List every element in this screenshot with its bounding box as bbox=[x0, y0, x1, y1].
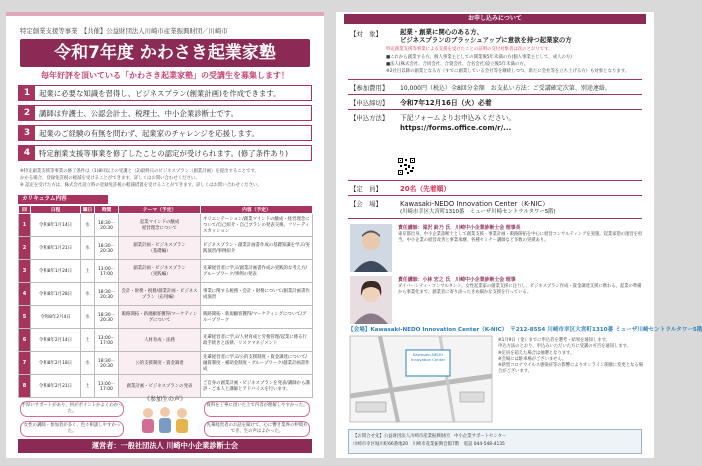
session-number: 3 bbox=[19, 260, 31, 283]
column-header: 日程 bbox=[31, 206, 81, 214]
session-date: 令和8年2月18日 bbox=[31, 352, 81, 375]
target-detail-1: ■これから創業する方、個人事業主としての開業後5年未満の方(個人事業主として、成人の方) bbox=[386, 55, 572, 60]
session-content: ご自身の創業計画・ビジネスプランを発表/講師から講評・ご本人と講師とアドバイスを行います。 bbox=[201, 375, 313, 398]
session-time: 13:00－17:00 bbox=[95, 260, 119, 283]
session-number: 6 bbox=[19, 329, 31, 352]
session-date: 令和8年2月21日 bbox=[31, 375, 81, 398]
table-row bbox=[19, 306, 313, 329]
column-header: 回 bbox=[19, 206, 31, 214]
access-note: ※会場には駐車場がございません。 bbox=[498, 356, 567, 362]
session-content: 先輩経営者に学ぶ/人材育成と労務管理/起業に係る行政手続きと法律、リスクマネジメント bbox=[201, 329, 313, 352]
session-weekday: 水 bbox=[81, 306, 95, 329]
session-time: 18:30－20:30 bbox=[95, 352, 119, 375]
venue-label: 【会 場】 bbox=[350, 200, 382, 208]
session-time: 18:30－20:30 bbox=[95, 214, 119, 237]
goal-text: 特定創業支援等事業を修了したことの認定が受けられます。(修了条件あり) bbox=[39, 149, 289, 158]
table-header-row bbox=[19, 206, 313, 214]
access-note: 申込方法のとおり、申込みいただいた方に受講の可否を通知します。 bbox=[498, 344, 631, 350]
page-subtitle: 毎年好評を頂いている「かわさき起業家塾」の受講生を募集します！ bbox=[41, 71, 289, 80]
table-row bbox=[19, 237, 313, 260]
goal-text: 起業に必要な知識を習得し、ビジネスプラン(創業計画)を作成できます。 bbox=[39, 89, 281, 98]
session-theme: 創業計画・ビジネスプラン （基礎編） bbox=[119, 237, 201, 260]
session-theme: 創業計画・ビジネスプラン （実践編） bbox=[119, 260, 201, 283]
organizer-label: 特定創業支援等事業 【共催】公益財団法人川崎市産業振興財団／川崎市 bbox=[20, 27, 228, 35]
table-row bbox=[19, 352, 313, 375]
column-header: 内容（予定） bbox=[201, 206, 313, 214]
session-theme: 人材育成・法務 bbox=[119, 329, 201, 352]
goal-number: 1 bbox=[19, 86, 35, 100]
target-title: 起業・創業に関心のある方、 ビジネスプランのブラッシュアップに意欲を持つ起業家の方 bbox=[400, 28, 572, 44]
session-content: 先輩経営者に学ぶ/公的支援制度・資金調達について/融資制度・補助金制度・グループワーク/創業計画書作成 bbox=[201, 352, 313, 375]
deadline-value: 令和7年12月16日（火）必着 bbox=[400, 99, 492, 107]
note-line-3: ※ 認定を受けた方は、株式会社設立時の登録免許税の軽減措置を受けることができます。詳しくはお問い合わせください。 bbox=[20, 183, 262, 188]
session-content: オリエンテーション/創業マインドの醸成・経営理念について/自己紹介・自己ブランの発表交換、フリーディスカッション bbox=[201, 214, 313, 237]
session-time: 13:00－17:00 bbox=[95, 329, 119, 352]
table-row bbox=[19, 214, 313, 237]
session-number: 1 bbox=[19, 214, 31, 237]
contact-box bbox=[348, 429, 642, 454]
session-number: 7 bbox=[19, 352, 31, 375]
lecturer-title-1: 責任講師：滝沢 鈴乃 氏 川崎中小企業診断士会 理事長 bbox=[398, 225, 521, 231]
page-title: 令和7年度 かわさき起業家塾 bbox=[20, 39, 310, 67]
column-header: 曜日 bbox=[81, 206, 95, 214]
voices-heading: 《参加生の声》 bbox=[143, 396, 186, 403]
session-time: 18:30－20:30 bbox=[95, 237, 119, 260]
target-detail-2: ■法人(株式会社、合同会社、合資会社、合名会社)設立後5年未満の方。 bbox=[386, 62, 529, 67]
session-content: ビジネスプラン・創業計画書作成の基礎知識を学ぶ/実践演習/事例紹介 bbox=[201, 237, 313, 260]
lecturer-bio-2: ダイバーシティ・コンサルタント。女性起業家の創業支援に注力し、ビジネスプラン作成・資金調達支援に携わる。起業の準備から事業化まで、創業者に寄り添ったきめ細かな支援を行っている。 bbox=[398, 284, 642, 296]
operator-footer: 運営者：一般社団法人 川崎中小企業診断士会 bbox=[18, 439, 312, 453]
table-row bbox=[19, 329, 313, 352]
session-date: 令和8年1月21日 bbox=[31, 237, 81, 260]
application-heading: お申し込みについて bbox=[344, 14, 646, 24]
goal-item-1 bbox=[18, 85, 312, 101]
session-weekday: 土 bbox=[81, 260, 95, 283]
flyer-back-page bbox=[336, 12, 702, 458]
deadline-label: 【申込締切】 bbox=[350, 99, 389, 107]
session-weekday: 土 bbox=[81, 375, 95, 398]
goal-item-2 bbox=[18, 105, 312, 121]
access-map bbox=[350, 336, 492, 422]
target-label: 【対 象】 bbox=[350, 30, 382, 38]
access-note: ※1月9日（金）までに申込者を選考・結果を通知します。 bbox=[498, 338, 610, 343]
voice-bubble-1: 手厚いサポートがあり、何がポイントかよくわかった。 bbox=[20, 401, 124, 417]
session-date: 令和8年2月4日 bbox=[31, 306, 81, 329]
goal-number: 3 bbox=[19, 126, 35, 140]
session-time: 18:30－20:30 bbox=[95, 306, 119, 329]
venue-heading: 【会場】Kawasaki-NEDO Innovation Center（K-NIC） 〒212-8554 川崎市幸区大宮町1310番 ミューザ川崎セントラルタワー5階 bbox=[348, 327, 702, 333]
session-weekday: 水 bbox=[81, 352, 95, 375]
session-date: 令和8年1月24日 bbox=[31, 260, 81, 283]
session-theme: 創業計画・ビジネスプランの発表 bbox=[119, 375, 201, 398]
goal-number: 4 bbox=[19, 146, 35, 160]
lecturer-bio-1: 東京都出身。中小企業診断士として創業支援・事業計画・販路開拓を中心に経営コンサルティングを実施。起業家塾の運営を担当。中小企業の経営改善と事業承継、各種セミナー講師など多数の実績あり。 bbox=[398, 232, 643, 244]
session-theme: 起業マインドの醸成 経営理念について bbox=[119, 214, 201, 237]
session-time: 13:00－17:00 bbox=[95, 375, 119, 398]
contact-line-2: 川崎市幸区堀川町66番地20 川崎市産業振興会館7階 電話 044-548-4135 bbox=[353, 442, 505, 447]
session-date: 令和8年1月28日 bbox=[31, 283, 81, 306]
column-header: テーマ（予定） bbox=[119, 206, 201, 214]
table-row bbox=[19, 283, 313, 306]
capacity-label: 【定 員】 bbox=[350, 185, 382, 193]
qr-code[interactable] bbox=[398, 158, 415, 175]
voice-bubble-2: 女性の講師・参加者が多く、色々相談しやすかった。 bbox=[20, 421, 124, 437]
fee-label: 【参加費用】 bbox=[350, 84, 389, 92]
session-content: 先輩経営者に学ぶ/創業計画書作成の実践的な考え方/グループワーク/事例の発表 bbox=[201, 260, 313, 283]
note-line-2: かかる場合、登録免許税の軽減を受けることができます。詳しくはお問い合わせください。 bbox=[20, 176, 200, 181]
session-weekday: 土 bbox=[81, 329, 95, 352]
session-weekday: 水 bbox=[81, 214, 95, 237]
session-number: 2 bbox=[19, 237, 31, 260]
session-number: 5 bbox=[19, 306, 31, 329]
goal-text: 講師は弁護士、公認会計士、税理士、中小企業診断士です。 bbox=[39, 109, 238, 118]
top-accent-line bbox=[6, 12, 324, 16]
goal-text: 起業のご経験の有無を問わず、起業家のチャレンジを応援します。 bbox=[39, 129, 259, 138]
voice-bubble-4: 先輩経営者のお話を聞けて、心に響き業界の仲間もでき、生の声はよかった。 bbox=[204, 421, 310, 437]
column-header: 時間 bbox=[95, 206, 119, 214]
capacity-value: 20名（先着順） bbox=[400, 185, 451, 193]
session-theme: 公的支援制度・資金調達 bbox=[119, 352, 201, 375]
session-number: 8 bbox=[19, 375, 31, 398]
access-notes bbox=[498, 338, 644, 376]
flyer-front-page bbox=[6, 12, 324, 458]
target-note: 特定創業支援等事業による支援を受けたことの証明の交付対象者は次のとおりです。 bbox=[386, 47, 553, 52]
session-theme: 会計・財務・税務/創業計画・ビジネスプラン（応用編） bbox=[119, 283, 201, 306]
session-date: 令和8年2月14日 bbox=[31, 329, 81, 352]
divider bbox=[348, 180, 642, 181]
session-date: 令和8年1月14日 bbox=[31, 214, 81, 237]
divider bbox=[348, 218, 642, 219]
lecturer-photo-2 bbox=[350, 276, 392, 324]
venue-value: Kawasaki-NEDO Innovation Center（K-NIC） bbox=[400, 200, 549, 208]
access-note: ※新型コロナウイルス感染症等の影響によりオンライン開催に変更となる場合がございます。 bbox=[498, 363, 644, 375]
table-row bbox=[19, 260, 313, 283]
target-detail-3: ※2社目以降の創業となる方（すでに創業している会社等を継続しつつ、新たに会社等を立ち上げる方）も対象となります。 bbox=[386, 69, 630, 74]
session-content: 販路開拓・新規顧客獲得/マーケティングについて/グループワーク bbox=[201, 306, 313, 329]
curriculum-table bbox=[18, 205, 313, 398]
access-note: ※定員を超えた場合は抽選となります。 bbox=[498, 350, 575, 356]
session-theme: 販路開拓・新規顧客獲得/マーケティングについて bbox=[119, 306, 201, 329]
divider bbox=[348, 79, 642, 80]
divider bbox=[348, 109, 642, 110]
goal-number: 2 bbox=[19, 106, 35, 120]
session-content: 事業に関する税務・会計・財務について/創業計画書作成演習 bbox=[201, 283, 313, 306]
divider bbox=[348, 94, 642, 95]
lecturer-photo-1 bbox=[350, 224, 392, 272]
session-weekday: 水 bbox=[81, 237, 95, 260]
note-line-1: ※特定創業支援等事業の修了条件は（1)8回以上の受講と（2)最終日のビジネスプラン（創業計画）を提出することです。 bbox=[20, 169, 259, 174]
method-value: 下記フォームよりお申込みください。 bbox=[400, 114, 516, 122]
session-number: 4 bbox=[19, 283, 31, 306]
map-venue-label: Kawasaki-NEDO Innovation Center bbox=[410, 352, 446, 362]
application-url-link[interactable]: https://forms.office.com/r/... bbox=[400, 124, 512, 132]
goal-item-3 bbox=[18, 125, 312, 141]
voice-bubble-3: 資料を丁寧に頂いた上で内容が理解しやすかった。 bbox=[204, 401, 310, 417]
lecturer-title-2: 責任講師：小林 宏之 氏 川崎中小企業診断士会 理事 bbox=[398, 277, 516, 283]
goal-item-4 bbox=[18, 145, 312, 161]
fee-value: 10,000円（税込）全8回分金額 お支払い方法：ご受講確定次第、別途連絡。 bbox=[400, 85, 611, 92]
curriculum-heading: カリキュラム内容 bbox=[18, 195, 108, 204]
session-time: 18:30－20:30 bbox=[95, 283, 119, 306]
method-label: 【申込方法】 bbox=[350, 114, 389, 122]
contact-line-1: 【お問合せ先】公益財団法人川崎市産業振興財団 中小企業サポートセンター bbox=[353, 434, 507, 439]
people-illustration bbox=[134, 403, 196, 435]
session-weekday: 水 bbox=[81, 283, 95, 306]
venue-address: (川崎市幸区大宮町1310番 ミューザ川崎セントラルタワー5階) bbox=[400, 209, 556, 215]
divider bbox=[348, 195, 642, 196]
